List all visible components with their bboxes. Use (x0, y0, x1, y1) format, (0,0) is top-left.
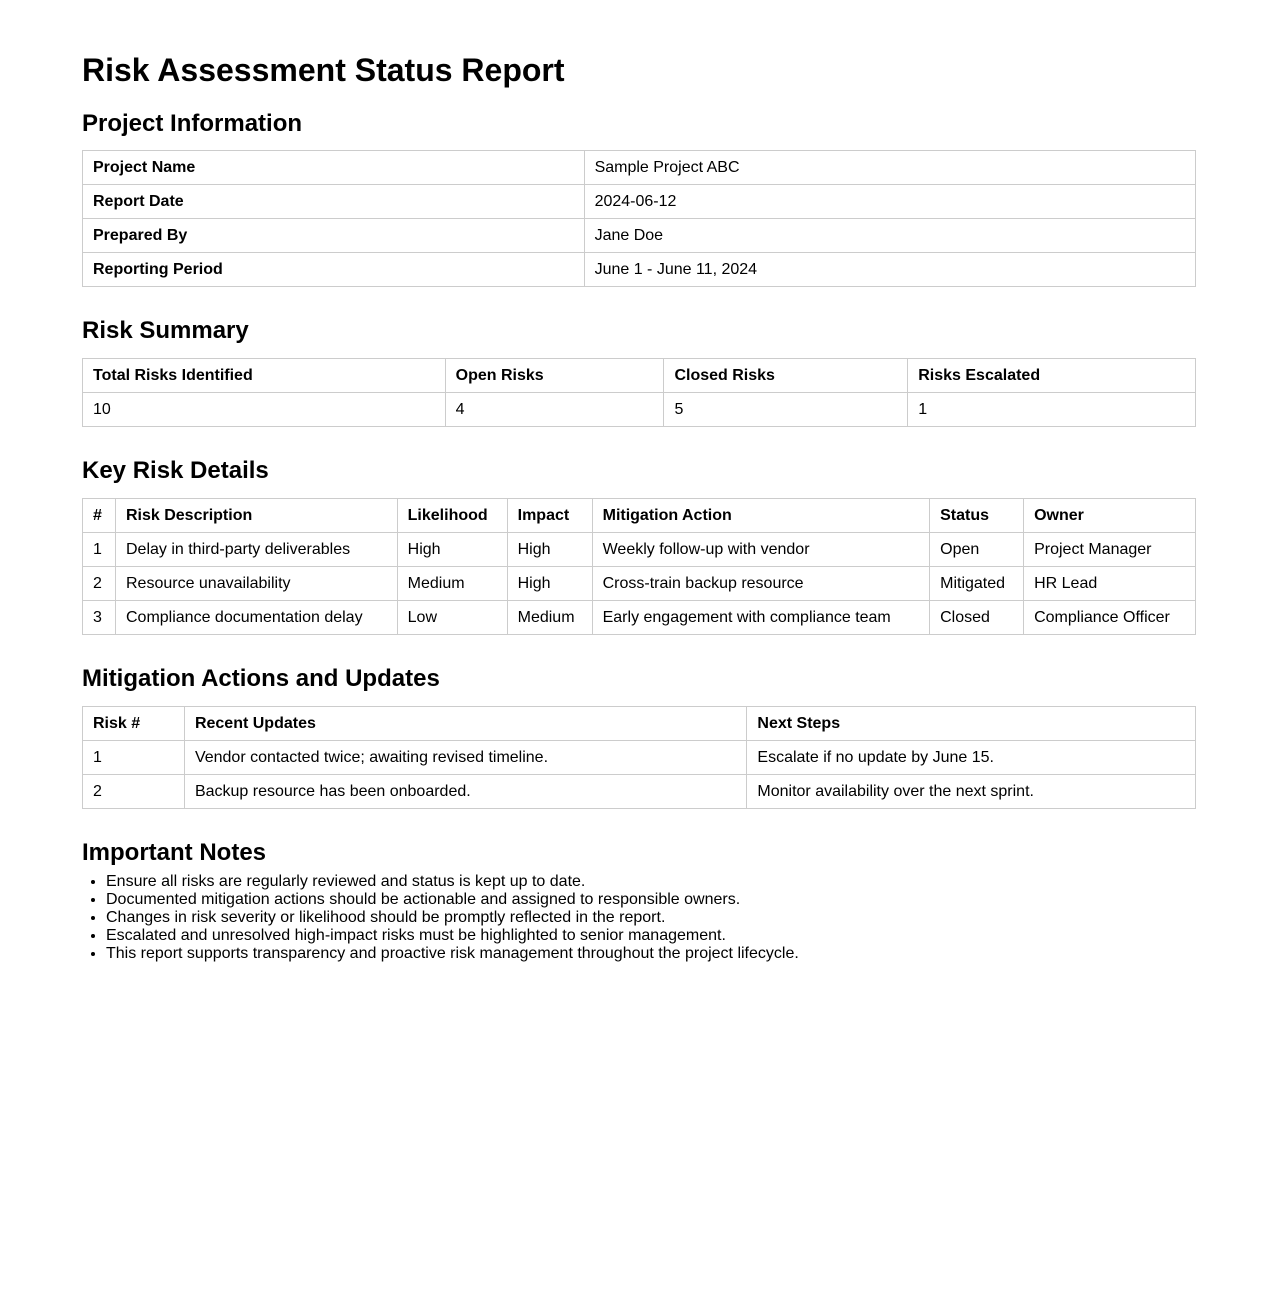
table-cell: Mitigated (930, 567, 1024, 601)
table-cell: 10 (83, 393, 446, 427)
table-row (83, 775, 1196, 809)
table-row (83, 185, 1196, 219)
table-header-row (83, 499, 1196, 533)
table-cell: 1 (908, 393, 1196, 427)
table-cell: Delay in third-party deliverables (115, 533, 397, 567)
column-header: Next Steps (747, 707, 1196, 741)
table-cell: Vendor contacted twice; awaiting revised timeline. (184, 741, 746, 775)
table-cell: Backup resource has been onboarded. (184, 775, 746, 809)
table-cell: Jane Doe (584, 219, 1195, 253)
table-cell: High (507, 567, 592, 601)
table-cell: Escalate if no update by June 15. (747, 741, 1196, 775)
table-cell: Weekly follow-up with vendor (592, 533, 930, 567)
column-header: Total Risks Identified (83, 359, 446, 393)
table-cell: Cross-train backup resource (592, 567, 930, 601)
list-item: • Ensure all risks are regularly reviewed and status is kept up to date. (106, 873, 1196, 891)
risk-summary-heading: Risk Summary (82, 317, 249, 344)
key-risks-table (82, 498, 1196, 635)
key-risks-heading: Key Risk Details (82, 457, 269, 484)
table-cell: 1 (83, 533, 116, 567)
table-header-row (83, 359, 1196, 393)
column-header: Open Risks (445, 359, 664, 393)
table-cell: Compliance Officer (1024, 601, 1196, 635)
notes-heading: Important Notes (82, 839, 267, 866)
column-header: Mitigation Action (592, 499, 930, 533)
table-row (83, 219, 1196, 253)
table-row (83, 253, 1196, 287)
column-header: Risk # (83, 707, 185, 741)
table-row (83, 393, 1196, 427)
list-item: • This report supports transparency and proactive risk management throughout the project lifecycle. (106, 945, 1196, 963)
list-item: • Documented mitigation actions should be actionable and assigned to responsible owners. (106, 891, 1196, 909)
table-cell: Low (397, 601, 507, 635)
mitigation-table (82, 706, 1196, 809)
column-header: Recent Updates (184, 707, 746, 741)
table-cell: HR Lead (1024, 567, 1196, 601)
table-label: Report Date (83, 185, 585, 219)
table-cell: 2 (83, 567, 116, 601)
table-label: Project Name (83, 151, 585, 185)
table-cell: June 1 - June 11, 2024 (584, 253, 1195, 287)
table-cell: Early engagement with compliance team (592, 601, 930, 635)
table-label: Prepared By (83, 219, 585, 253)
column-header: Closed Risks (664, 359, 908, 393)
mitigation-heading: Mitigation Actions and Updates (82, 665, 440, 692)
column-header: Risks Escalated (908, 359, 1196, 393)
table-cell: High (507, 533, 592, 567)
column-header: Likelihood (397, 499, 507, 533)
column-header: Status (930, 499, 1024, 533)
column-header: Impact (507, 499, 592, 533)
table-row (83, 151, 1196, 185)
table-cell: Open (930, 533, 1024, 567)
table-cell: Project Manager (1024, 533, 1196, 567)
column-header: # (83, 499, 116, 533)
table-row (83, 533, 1196, 567)
page-title: Risk Assessment Status Report (82, 52, 565, 88)
table-label: Reporting Period (83, 253, 585, 287)
column-header: Risk Description (115, 499, 397, 533)
table-cell: Sample Project ABC (584, 151, 1195, 185)
list-item: • Escalated and unresolved high-impact risks must be highlighted to senior management. (106, 927, 1196, 945)
column-header: Owner (1024, 499, 1196, 533)
table-cell: Medium (397, 567, 507, 601)
table-row (83, 601, 1196, 635)
table-header-row (83, 707, 1196, 741)
project-info-heading: Project Information (82, 110, 303, 137)
table-cell: 2024-06-12 (584, 185, 1195, 219)
table-row (83, 741, 1196, 775)
table-cell: Compliance documentation delay (115, 601, 397, 635)
table-cell: 2 (83, 775, 185, 809)
notes-list (82, 873, 1196, 963)
table-cell: Closed (930, 601, 1024, 635)
table-cell: Resource unavailability (115, 567, 397, 601)
table-cell: 1 (83, 741, 185, 775)
table-row (83, 567, 1196, 601)
table-cell: Medium (507, 601, 592, 635)
table-cell: 5 (664, 393, 908, 427)
table-cell: 3 (83, 601, 116, 635)
risk-summary-table (82, 358, 1196, 427)
project-info-table (82, 150, 1196, 287)
list-item: • Changes in risk severity or likelihood should be promptly reflected in the report. (106, 909, 1196, 927)
table-cell: 4 (445, 393, 664, 427)
table-cell: High (397, 533, 507, 567)
table-cell: Monitor availability over the next sprint. (747, 775, 1196, 809)
